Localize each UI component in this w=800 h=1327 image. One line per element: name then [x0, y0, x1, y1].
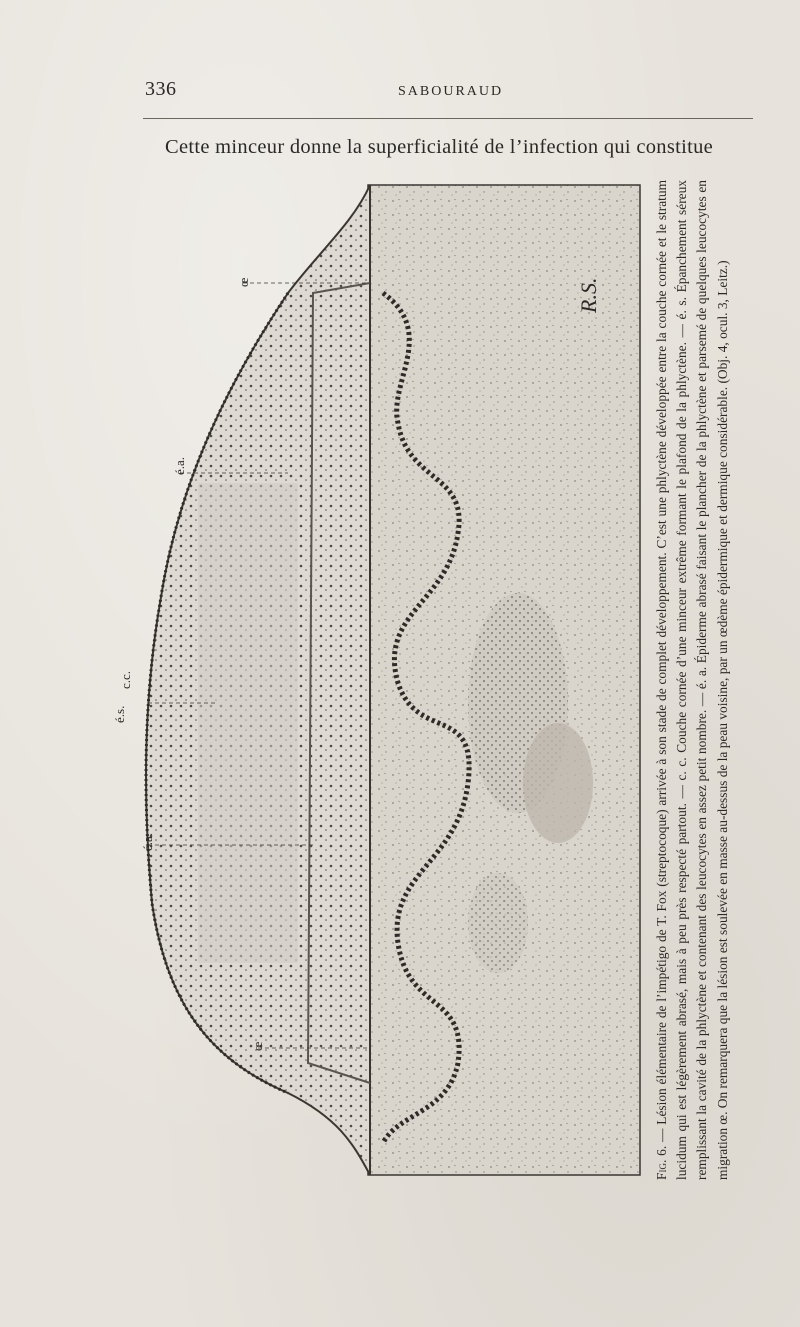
body-text-line: Cette minceur donne la superficialité de l’infection qui constitue [165, 136, 714, 158]
label-oe-top: œ [236, 277, 251, 287]
label-es: é.s. [112, 705, 127, 723]
running-head: SABOURAUD [398, 84, 504, 99]
figure-caption-area [652, 180, 774, 1180]
histology-figure [112, 183, 643, 1178]
header-rule [143, 118, 753, 119]
label-ea-top: é.a. [172, 456, 187, 475]
page-number: 336 [145, 78, 177, 100]
figure-caption [652, 180, 774, 1180]
label-ea-bottom: é.a. [140, 832, 155, 851]
label-oe-bottom: œ [250, 1041, 265, 1051]
caption-text: — Lésion élémentaire de l’impétigo de T. Fox (streptocoque) arrivée à son stade de complet développement. C’est une phlyctène développée entre la couche cornée et le stratum lucidum qui est légèrement abrasé, mais à peu près respecté partout. — c. c. Couche cornée d’une minceur extrême formant le plafond de la phlyctène. — é. s. Épanchement séreux remplissant la cavité de la phlyctène et contenant des leucocytes en assez petit nombre. — é. a. Épiderme abrasé faisant le plancher de la phlyctène et parsemé de quelques leucocytes en migration œ. On remarquera que la lésion est soulevée en masse au-dessus de la peau voisine, par un œdème épidermique et dermique considérable. (Obj. 4, ocul. 3, Leitz.) [654, 179, 730, 1180]
label-cc: c.c. [118, 670, 133, 689]
caption-fig-label: Fig. 6. [654, 1145, 669, 1180]
artist-signature: R.S. [576, 277, 601, 313]
